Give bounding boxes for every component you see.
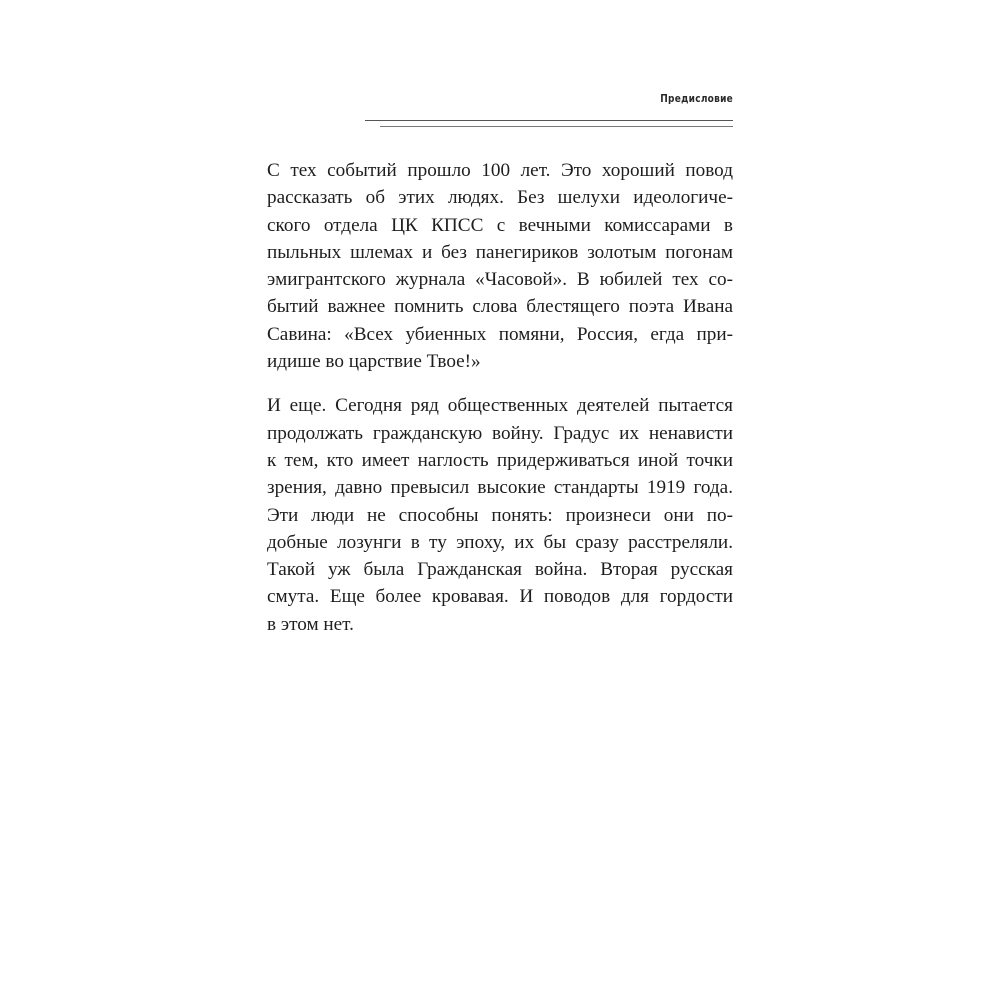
header-rule-bottom <box>380 126 733 127</box>
text-line: С тех событий прошло 100 лет. Это хороший повод <box>267 160 733 181</box>
text-line: Такой уж была Гражданская война. Вторая русская <box>267 559 733 581</box>
text-line: И еще. Сегодня ряд общественных деятелей пытается <box>267 395 733 417</box>
text-line: к тем, кто имеет наглость придерживаться иной точки <box>267 449 733 471</box>
text-line: продолжать гражданскую войну. Градус их ненависти <box>267 422 733 444</box>
paragraph-1 <box>267 157 733 375</box>
text-line: ского отдела ЦК КПСС с вечными комиссарами в <box>267 214 733 236</box>
text-line: добные лозунги в ту эпоху, их бы сразу расстреляли. <box>267 531 733 553</box>
text-line: пыльных шлемах и без панегириков золотым погонам <box>267 241 733 263</box>
text-line: зрения, давно превысил высокие стандарты 1919 года. <box>267 477 733 499</box>
header-rule-top <box>365 120 733 121</box>
body-text <box>267 157 733 638</box>
text-line: смута. Еще более кровавая. И поводов для гордости <box>267 586 733 608</box>
text-line: рассказать об этих людях. Без шелухи идеологиче- <box>267 187 733 209</box>
paragraph-2 <box>267 392 733 638</box>
text-line: Савина: «Всех убиенных помяни, Россия, егда при- <box>267 323 733 345</box>
text-line: эмигрантского журнала «Часовой». В юбилей тех со- <box>267 269 733 291</box>
text-line: идише во царствие Твое!» <box>267 351 481 373</box>
text-line: бытий важнее помнить слова блестящего поэта Ивана <box>267 296 733 318</box>
running-header: Предисловие <box>660 92 733 105</box>
text-line: Эти люди не способны понять: произнеси они по- <box>267 504 733 526</box>
text-line: в этом нет. <box>267 613 354 635</box>
